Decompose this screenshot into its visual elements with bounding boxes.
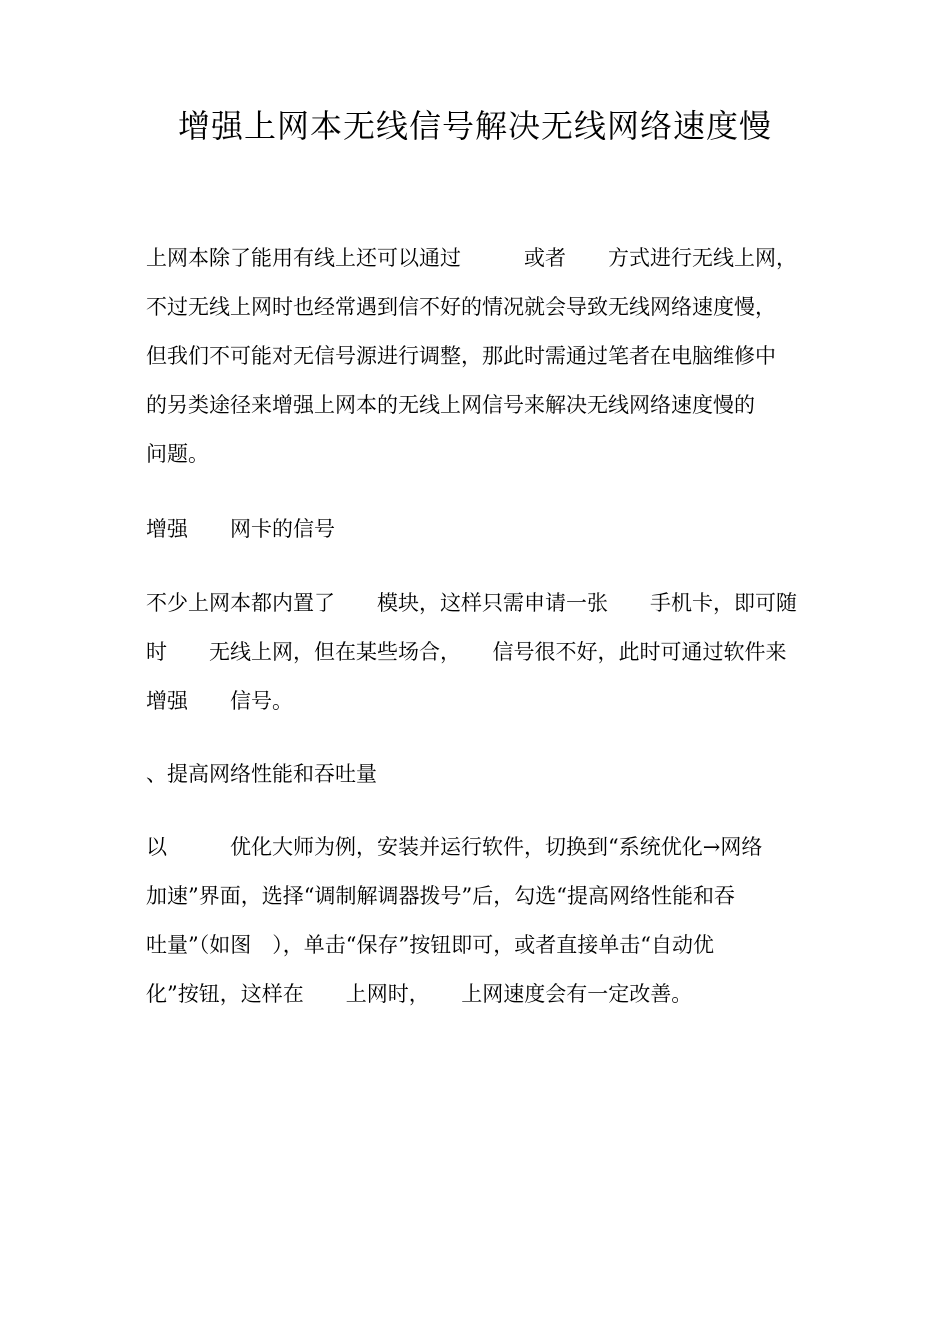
paragraph-1-line-2: 不过无线上网时也经常遇到信不好的情况就会导致无线网络速度慢， [146,295,776,319]
paragraph-3-line-3: 吐量”（如图 ），单击“保存”按钮即可，或者直接单击“自动优 [146,933,714,957]
paragraph-3-line-2: 加速”界面，选择“调制解调器拨号”后，勾选“提高网络性能和吞 [146,884,735,908]
paragraph-3-line-4: 化”按钮，这样在 上网时， 上网速度会有一定改善。 [146,982,693,1006]
paragraph-1-line-5: 问题。 [146,442,209,466]
section-heading-1: 增强 网卡的信号 [146,517,335,541]
paragraph-3-line-1: 以 优化大师为例，安装并运行软件，切换到“系统优化→网络 [146,835,763,859]
document-title: 增强上网本无线信号解决无线网络速度慢 [177,107,772,145]
paragraph-1-line-4: 的另类途径来增强上网本的无线上网信号来解决无线网络速度慢的 [146,393,755,417]
paragraph-2-line-3: 增强 信号。 [146,689,293,713]
paragraph-2-line-2: 时 无线上网，但在某些场合， 信号很不好，此时可通过软件来 [146,640,787,664]
section-heading-2: 、提高网络性能和吞吐量 [146,762,377,786]
paragraph-2-line-1: 不少上网本都内置了 模块，这样只需申请一张 手机卡，即可随 [146,591,797,615]
paragraph-1-line-3: 但我们不可能对无信号源进行调整，那此时需通过笔者在电脑维修中 [146,344,776,368]
paragraph-1-line-1: 上网本除了能用有线上还可以通过 或者 方式进行无线上网， [146,246,797,270]
